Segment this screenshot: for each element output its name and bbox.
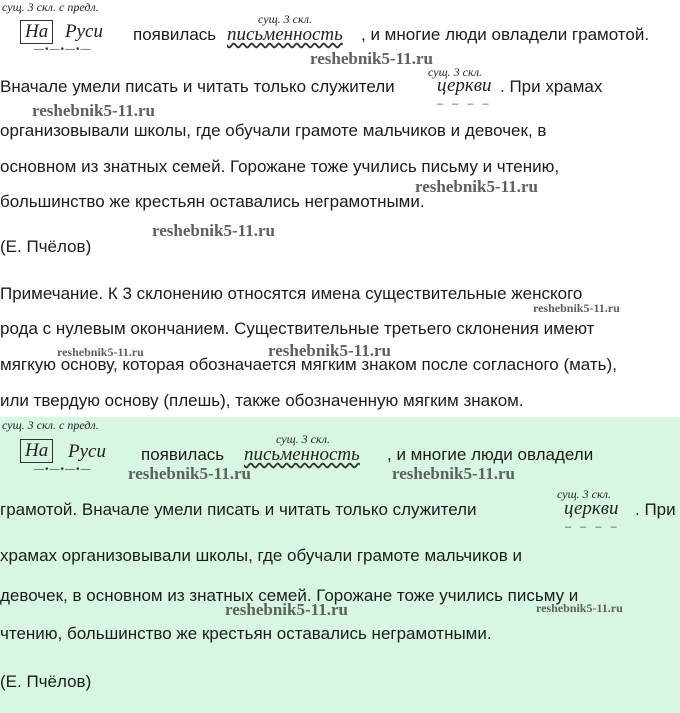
watermark: reshebnik5-11.ru: [32, 101, 155, 120]
author-credit: (Е. Пчёлов): [0, 672, 92, 691]
watermark: reshebnik5-11.ru: [392, 464, 515, 483]
line3-text: организовывали школы, где обучали грамоте мальчиков и девочек, в: [0, 121, 547, 140]
line2-text-a: Вначале умели писать и читать только служители: [0, 77, 395, 96]
line1-text-a: появилась: [141, 445, 225, 464]
noun-pismennost: письменность: [227, 24, 343, 45]
watermark: reshebnik5-11.ru: [536, 601, 623, 615]
grammar-note-pism: сущ. 3 скл.: [276, 432, 331, 446]
watermark: reshebnik5-11.ru: [415, 177, 538, 196]
line1-text-b: , и многие люди овладели грамотой.: [361, 25, 650, 44]
line2-text-b: . При храмах: [500, 77, 603, 96]
watermark: reshebnik5-11.ru: [152, 221, 275, 240]
grammar-note-cerkvi: сущ. 3 скл.: [428, 65, 483, 79]
line5-text: чтению, большинство же крестьян оставались неграмотными.: [0, 624, 492, 643]
note-line-4: или твердую основу (плешь), также обозначенную мягким знаком.: [0, 391, 524, 410]
watermark: reshebnik5-11.ru: [225, 600, 348, 619]
noun-cerkvi: церкви: [437, 75, 492, 96]
text-block-2: [0, 417, 680, 713]
noun-cerkvi: церкви: [564, 498, 619, 519]
dash-dot-underline: —•—•—•—: [34, 464, 92, 475]
watermark: reshebnik5-11.ru: [533, 301, 620, 315]
watermark: reshebnik5-11.ru: [268, 341, 391, 360]
grammar-note-preposition: сущ. 3 скл. с предл.: [2, 418, 99, 432]
note-line-1: Примечание. К 3 склонению относятся имена существительные женского: [0, 284, 583, 303]
grammar-note-preposition: сущ. 3 скл. с предл.: [2, 0, 99, 14]
line2-text-a: грамотой. Вначале умели писать и читать только служители: [0, 500, 477, 519]
watermark: reshebnik5-11.ru: [128, 464, 251, 483]
line3-text: храмах организовывали школы, где обучали грамоте мальчиков и: [0, 546, 522, 565]
watermark: reshebnik5-11.ru: [57, 345, 144, 359]
line1-text-a: появилась: [133, 25, 217, 44]
dashed-underline: – – – –: [437, 98, 492, 110]
dashed-underline: – – – –: [565, 521, 620, 533]
line2-text-b: . При: [635, 500, 676, 519]
note-line-2: рода с нулевым окончанием. Существительные третьего склонения имеют: [0, 319, 595, 338]
watermark: reshebnik5-11.ru: [310, 49, 433, 68]
preposition-boxed: На: [20, 20, 53, 44]
line4-text: девочек, в основном из знатных семей. Горожане тоже учились письму и: [0, 586, 579, 605]
author-credit: (Е. Пчёлов): [0, 237, 92, 256]
noun-pismennost: письменность: [244, 444, 360, 465]
line5-text: большинство же крестьян оставались неграмотными.: [0, 192, 425, 211]
dash-dot-underline: —•—•—•—: [34, 44, 92, 55]
preposition-boxed: На: [20, 439, 53, 463]
noun-rusi: Руси: [65, 21, 103, 42]
noun-rusi: Руси: [68, 441, 106, 462]
line4-text: основном из знатных семей. Горожане тоже учились письму и чтению,: [0, 157, 560, 176]
note-line-3: мягкую основу, которая обозначается мягким знаком после согласного (мать),: [0, 355, 617, 374]
grammar-note-cerkvi: сущ. 3 скл.: [557, 487, 612, 501]
line1-text-b: , и многие люди овладели: [387, 445, 594, 464]
grammar-note-pism: сущ. 3 скл.: [258, 12, 313, 26]
